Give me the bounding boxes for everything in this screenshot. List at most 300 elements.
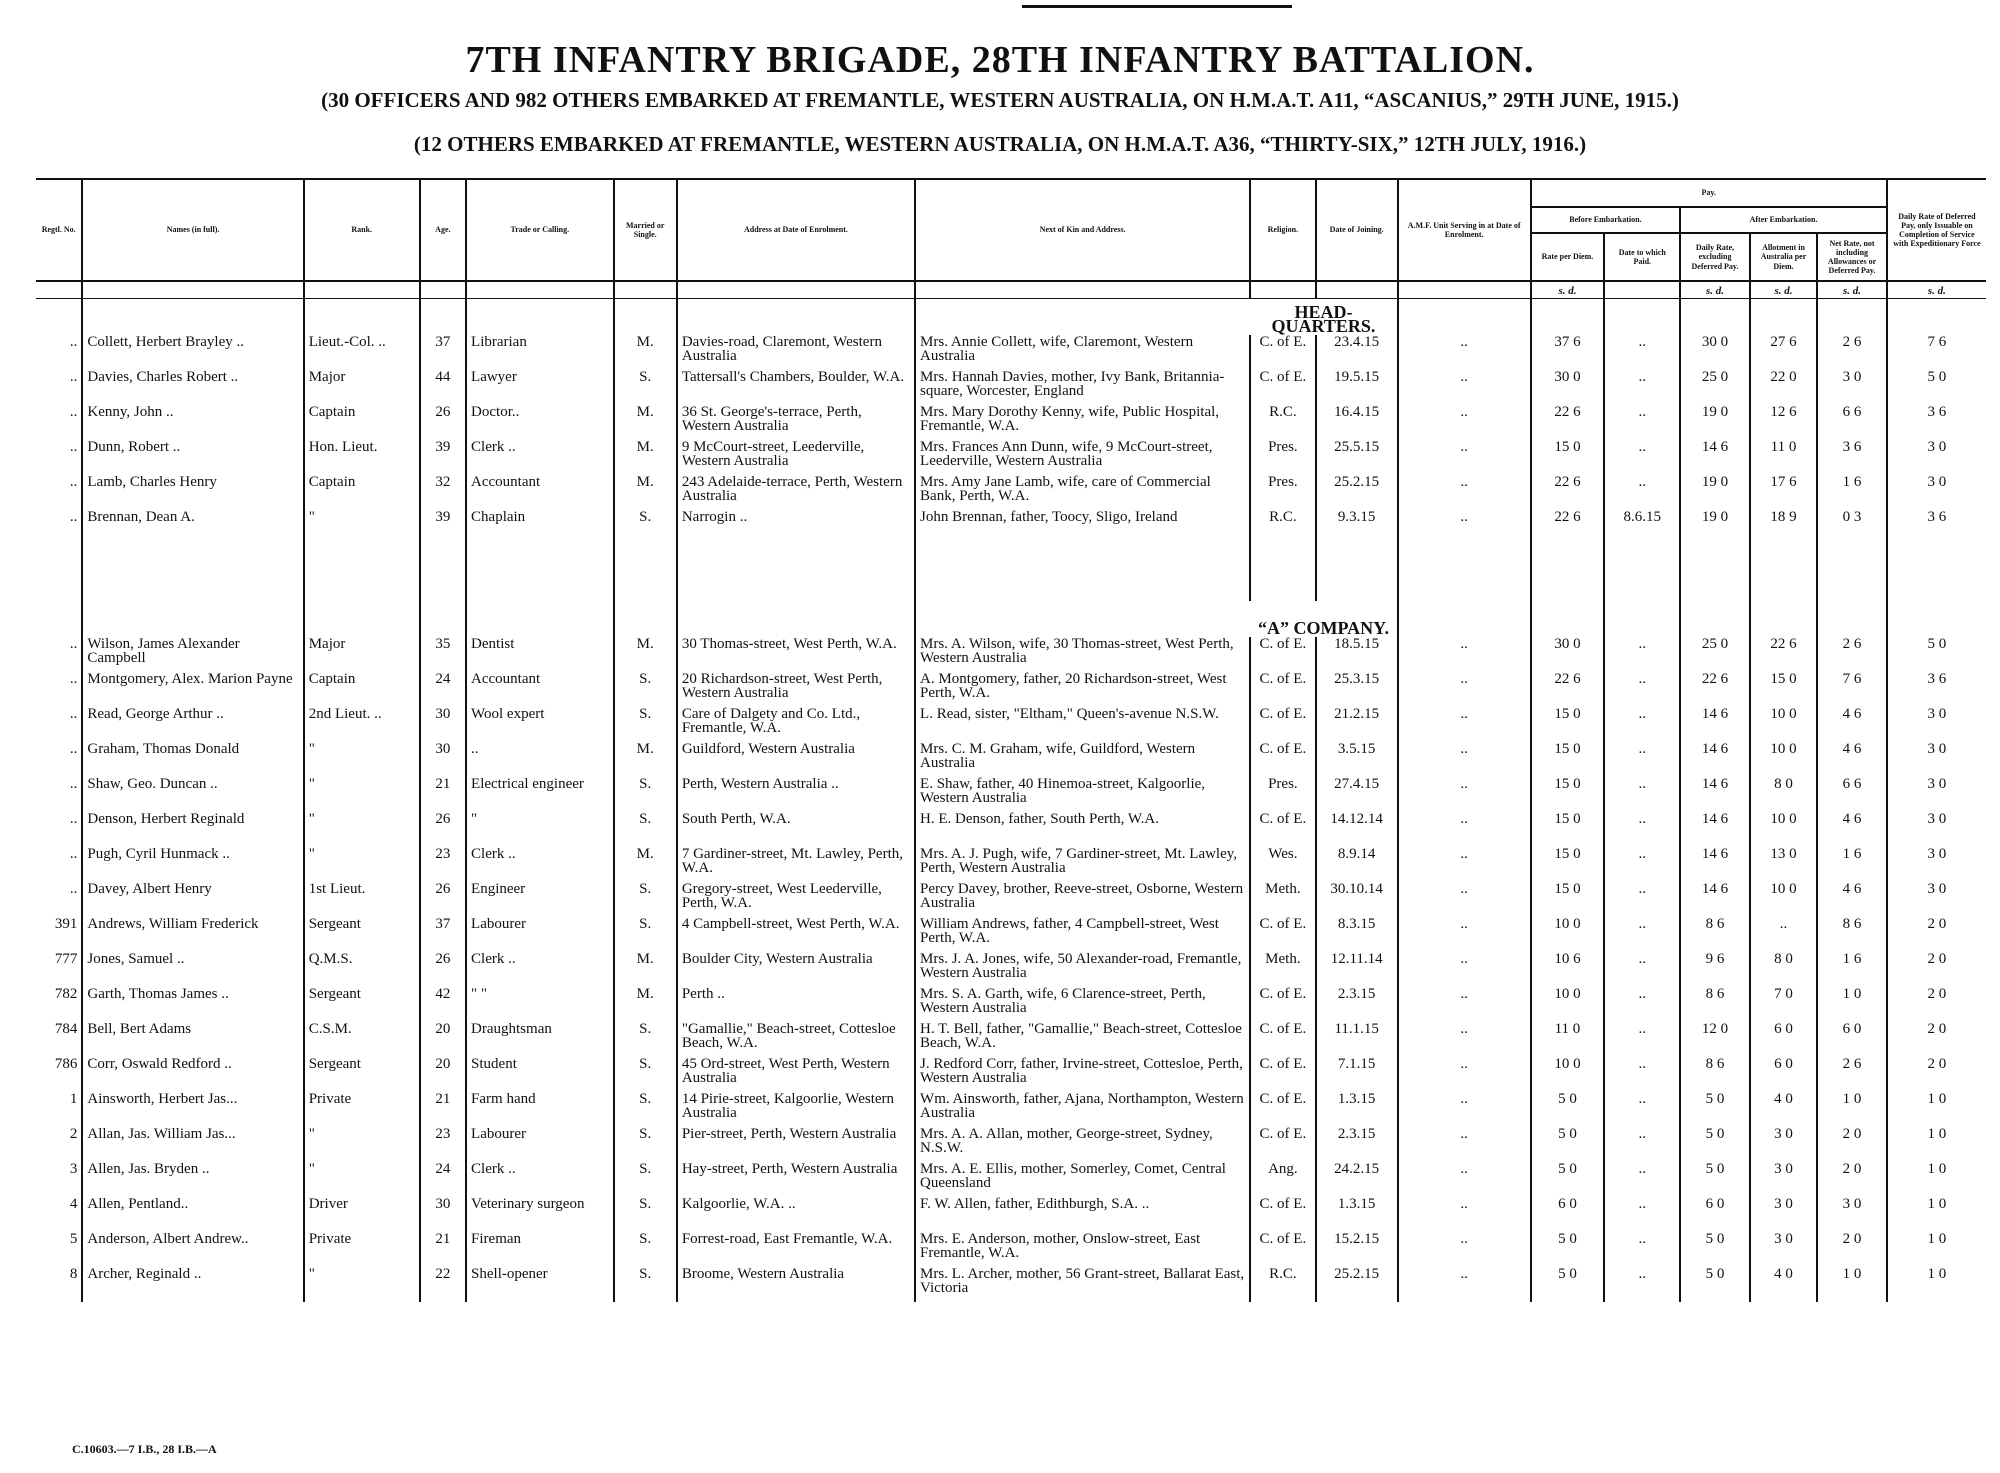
a-company-row — [36, 1092, 1986, 1127]
cell-paid: 8.6.15 — [1604, 510, 1680, 545]
cell-date: 2.3.15 — [1316, 1127, 1398, 1162]
cell-allot: 17 6 — [1750, 475, 1817, 510]
cell-trade: Shell-opener — [466, 1267, 614, 1302]
cell-def: 5 0 — [1887, 370, 1986, 405]
cell-amf: .. — [1398, 987, 1531, 1022]
cell-age: 24 — [420, 672, 466, 707]
cell-age: 37 — [420, 917, 466, 952]
cell-rate: 15 0 — [1531, 777, 1605, 812]
a-company-row — [36, 637, 1986, 672]
cell-trade: Clerk .. — [466, 1162, 614, 1197]
cell-def: 3 6 — [1887, 510, 1986, 545]
cell-trade: " — [466, 812, 614, 847]
cell-addr: Tattersall's Chambers, Boulder, W.A. — [677, 370, 915, 405]
cell-paid: .. — [1604, 812, 1680, 847]
cell-date: 1.3.15 — [1316, 1092, 1398, 1127]
cell-daily: 9 6 — [1680, 952, 1750, 987]
cell-daily: 25 0 — [1680, 370, 1750, 405]
col-age: Age. — [420, 179, 466, 281]
cell-daily: 14 6 — [1680, 742, 1750, 777]
a-company-row — [36, 1127, 1986, 1162]
cell-rel: C. of E. — [1250, 370, 1315, 405]
cell-rate: 15 0 — [1531, 707, 1605, 742]
cell-name: Andrews, William Frederick — [82, 917, 303, 952]
cell-addr: Hay-street, Perth, Western Australia — [677, 1162, 915, 1197]
cell-paid: .. — [1604, 1232, 1680, 1267]
cell-rate: 10 0 — [1531, 917, 1605, 952]
cell-amf: .. — [1398, 777, 1531, 812]
cell-rank: " — [304, 777, 420, 812]
cell-age: 26 — [420, 882, 466, 917]
cell-trade: Draughtsman — [466, 1022, 614, 1057]
cell-allot: 27 6 — [1750, 335, 1817, 370]
cell-trade: Fireman — [466, 1232, 614, 1267]
cell-age: 32 — [420, 475, 466, 510]
a-company-row — [36, 987, 1986, 1022]
cell-allot: 22 0 — [1750, 370, 1817, 405]
cell-def: 5 0 — [1887, 637, 1986, 672]
cell-trade: Labourer — [466, 1127, 614, 1162]
cell-date: 27.4.15 — [1316, 777, 1398, 812]
cell-addr: Narrogin .. — [677, 510, 915, 545]
cell-paid: .. — [1604, 707, 1680, 742]
cell-rel: C. of E. — [1250, 707, 1315, 742]
cell-addr: South Perth, W.A. — [677, 812, 915, 847]
cell-amf: .. — [1398, 1162, 1531, 1197]
cell-nok: Mrs. Mary Dorothy Kenny, wife, Public Hospital, Fremantle, W.A. — [915, 405, 1250, 440]
cell-paid: .. — [1604, 1127, 1680, 1162]
roll-body — [36, 281, 1986, 1302]
cell-trade: Clerk .. — [466, 847, 614, 882]
cell-rank: Captain — [304, 672, 420, 707]
cell-no: 784 — [54, 1022, 78, 1037]
hq-row — [36, 475, 1986, 510]
cell-def: 3 6 — [1887, 672, 1986, 707]
cell-paid: .. — [1604, 1022, 1680, 1057]
a-company-row — [36, 952, 1986, 987]
cell-name: Brennan, Dean A. — [82, 510, 303, 545]
cell-rel: Meth. — [1250, 952, 1315, 987]
cell-net: 2 6 — [1817, 335, 1887, 370]
cell-name: Garth, Thomas James .. — [82, 987, 303, 1022]
cell-net: 6 6 — [1817, 405, 1887, 440]
cell-age: 35 — [420, 637, 466, 672]
cell-allot: 15 0 — [1750, 672, 1817, 707]
cell-rank: Sergeant — [304, 917, 420, 952]
cell-trade: Librarian — [466, 335, 614, 370]
cell-net: 2 0 — [1817, 1162, 1887, 1197]
a-company-row — [36, 672, 1986, 707]
cell-rank: Private — [304, 1092, 420, 1127]
cell-net: 1 6 — [1817, 847, 1887, 882]
cell-ms: S. — [614, 1092, 677, 1127]
cell-rel: Pres. — [1250, 475, 1315, 510]
cell-rank: Lieut.-Col. .. — [304, 335, 420, 370]
cell-def: 7 6 — [1887, 335, 1986, 370]
cell-trade: Clerk .. — [466, 440, 614, 475]
cell-rate: 22 6 — [1531, 475, 1605, 510]
cell-allot: 4 0 — [1750, 1267, 1817, 1302]
cell-rate: 30 0 — [1531, 637, 1605, 672]
cell-nok: F. W. Allen, father, Edithburgh, S.A. .. — [915, 1197, 1250, 1232]
cell-paid: .. — [1604, 742, 1680, 777]
cell-rank: Hon. Lieut. — [304, 440, 420, 475]
cell-no: .. — [69, 672, 78, 687]
cell-rate: 22 6 — [1531, 405, 1605, 440]
cell-date: 19.5.15 — [1316, 370, 1398, 405]
cell-amf: .. — [1398, 440, 1531, 475]
cell-allot: 3 0 — [1750, 1127, 1817, 1162]
cell-date: 24.2.15 — [1316, 1162, 1398, 1197]
cell-def: 3 0 — [1887, 440, 1986, 475]
cell-net: 0 3 — [1817, 510, 1887, 545]
cell-name: Dunn, Robert .. — [82, 440, 303, 475]
cell-net: 2 0 — [1817, 1232, 1887, 1267]
col-religion: Religion. — [1250, 179, 1315, 281]
cell-net: 4 6 — [1817, 812, 1887, 847]
cell-rate: 22 6 — [1531, 510, 1605, 545]
cell-allot: 3 0 — [1750, 1232, 1817, 1267]
cell-name: Ainsworth, Herbert Jas... — [82, 1092, 303, 1127]
col-amf-unit: A.M.F. Unit Serving in at Date of Enrolment. — [1398, 179, 1531, 281]
cell-ms: S. — [614, 1022, 677, 1057]
hq-row — [36, 510, 1986, 545]
cell-ms: S. — [614, 370, 677, 405]
cell-paid: .. — [1604, 672, 1680, 707]
cell-paid: .. — [1604, 1267, 1680, 1302]
cell-paid: .. — [1604, 370, 1680, 405]
cell-allot: 10 0 — [1750, 707, 1817, 742]
cell-name: Allen, Jas. Bryden .. — [82, 1162, 303, 1197]
cell-net: 1 6 — [1817, 952, 1887, 987]
cell-rank: Captain — [304, 405, 420, 440]
cell-rel: C. of E. — [1250, 917, 1315, 952]
cell-name: Bell, Bert Adams — [82, 1022, 303, 1057]
cell-age: 21 — [420, 1232, 466, 1267]
cell-date: 16.4.15 — [1316, 405, 1398, 440]
cell-paid: .. — [1604, 917, 1680, 952]
cell-net: 1 0 — [1817, 987, 1887, 1022]
cell-no: .. — [69, 440, 78, 455]
cell-rate: 22 6 — [1531, 672, 1605, 707]
cell-def: 1 0 — [1887, 1267, 1986, 1302]
hq-row — [36, 440, 1986, 475]
cell-net: 3 0 — [1817, 1197, 1887, 1232]
cell-rate: 10 0 — [1531, 1057, 1605, 1092]
cell-paid: .. — [1604, 1162, 1680, 1197]
cell-nok: Percy Davey, brother, Reeve-street, Osborne, Western Australia — [915, 882, 1250, 917]
cell-addr: Kalgoorlie, W.A. .. — [677, 1197, 915, 1232]
cell-rel: C. of E. — [1250, 1092, 1315, 1127]
cell-age: 39 — [420, 440, 466, 475]
cell-name: Anderson, Albert Andrew.. — [82, 1232, 303, 1267]
cell-rel: C. of E. — [1250, 1127, 1315, 1162]
cell-amf: .. — [1398, 812, 1531, 847]
cell-allot: 4 0 — [1750, 1092, 1817, 1127]
hq-row — [36, 335, 1986, 370]
cell-addr: 20 Richardson-street, West Perth, Western Australia — [677, 672, 915, 707]
cell-ms: S. — [614, 1232, 677, 1267]
cell-def: 3 0 — [1887, 777, 1986, 812]
cell-rank: Sergeant — [304, 987, 420, 1022]
a-company-row — [36, 917, 1986, 952]
embarkation-line-2: (12 OTHERS EMBARKED AT FREMANTLE, WESTERN AUSTRALIA, ON H.M.A.T. A36, “THIRTY-SIX,” 12TH JULY, 1916.) — [413, 132, 1587, 156]
cell-date: 15.2.15 — [1316, 1232, 1398, 1267]
cell-no: 782 — [54, 987, 78, 1002]
cell-rate: 30 0 — [1531, 370, 1605, 405]
cell-name: Kenny, John .. — [82, 405, 303, 440]
cell-amf: .. — [1398, 707, 1531, 742]
a-company-row — [36, 707, 1986, 742]
cell-def: 1 0 — [1887, 1127, 1986, 1162]
cell-date: 8.9.14 — [1316, 847, 1398, 882]
cell-def: 3 0 — [1887, 847, 1986, 882]
a-company-row — [36, 1197, 1986, 1232]
cell-nok: John Brennan, father, Toocy, Sligo, Ireland — [915, 510, 1250, 545]
cell-date: 2.3.15 — [1316, 987, 1398, 1022]
cell-net: 3 0 — [1817, 370, 1887, 405]
cell-rate: 15 0 — [1531, 882, 1605, 917]
cell-no: .. — [69, 777, 78, 792]
section-headquarters-label: HEAD-QUARTERS. — [1271, 302, 1376, 335]
cell-no: 5 — [69, 1232, 78, 1247]
cell-net: 6 0 — [1817, 1022, 1887, 1057]
cell-nok: Mrs. Frances Ann Dunn, wife, 9 McCourt-street, Leederville, Western Australia — [915, 440, 1250, 475]
cell-daily: 8 6 — [1680, 917, 1750, 952]
cell-date: 21.2.15 — [1316, 707, 1398, 742]
cell-amf: .. — [1398, 475, 1531, 510]
col-before-embarkation: Before Embarkation. — [1531, 207, 1681, 233]
cell-rel: C. of E. — [1250, 637, 1315, 672]
cell-rel: C. of E. — [1250, 1197, 1315, 1232]
cell-date: 25.5.15 — [1316, 440, 1398, 475]
cell-def: 3 0 — [1887, 812, 1986, 847]
cell-daily: 19 0 — [1680, 510, 1750, 545]
cell-addr: Davies-road, Claremont, Western Australia — [677, 335, 915, 370]
print-reference: C.10603.—7 I.B., 28 I.B.—A — [72, 1442, 217, 1456]
cell-paid: .. — [1604, 475, 1680, 510]
cell-age: 21 — [420, 1092, 466, 1127]
cell-daily: 25 0 — [1680, 637, 1750, 672]
cell-amf: .. — [1398, 405, 1531, 440]
cell-rank: 2nd Lieut. .. — [304, 707, 420, 742]
a-company-row — [36, 1162, 1986, 1197]
cell-def: 1 0 — [1887, 1162, 1986, 1197]
cell-rate: 5 0 — [1531, 1232, 1605, 1267]
cell-net: 2 6 — [1817, 1057, 1887, 1092]
cell-daily: 14 6 — [1680, 707, 1750, 742]
cell-ms: S. — [614, 917, 677, 952]
cell-def: 2 0 — [1887, 917, 1986, 952]
nominal-roll-table — [36, 178, 1986, 1302]
cell-no: 2 — [69, 1127, 78, 1142]
cell-net: 1 0 — [1817, 1092, 1887, 1127]
cell-addr: Boulder City, Western Australia — [677, 952, 915, 987]
a-company-row — [36, 1232, 1986, 1267]
cell-nok: J. Redford Corr, father, Irvine-street, Cottesloe, Perth, Western Australia — [915, 1057, 1250, 1092]
cell-name: Allen, Pentland.. — [82, 1197, 303, 1232]
cell-trade: Wool expert — [466, 707, 614, 742]
cell-allot: 11 0 — [1750, 440, 1817, 475]
cell-allot: 6 0 — [1750, 1022, 1817, 1057]
cell-rank: Captain — [304, 475, 420, 510]
cell-no: .. — [69, 637, 78, 652]
cell-net: 1 6 — [1817, 475, 1887, 510]
cell-date: 11.1.15 — [1316, 1022, 1398, 1057]
cell-rel: Ang. — [1250, 1162, 1315, 1197]
cell-rate: 15 0 — [1531, 812, 1605, 847]
cell-addr: 36 St. George's-terrace, Perth, Western Australia — [677, 405, 915, 440]
cell-addr: Broome, Western Australia — [677, 1267, 915, 1302]
col-name: Names (in full). — [82, 179, 303, 281]
cell-ms: S. — [614, 1197, 677, 1232]
cell-net: 1 0 — [1817, 1267, 1887, 1302]
cell-amf: .. — [1398, 917, 1531, 952]
cell-ms: M. — [614, 742, 677, 777]
cell-def: 3 0 — [1887, 742, 1986, 777]
cell-age: 24 — [420, 1162, 466, 1197]
cell-daily: 22 6 — [1680, 672, 1750, 707]
cell-daily: 30 0 — [1680, 335, 1750, 370]
cell-rate: 10 6 — [1531, 952, 1605, 987]
cell-nok: Wm. Ainsworth, father, Ajana, Northampton, Western Australia — [915, 1092, 1250, 1127]
page-title: 7TH INFANTRY BRIGADE, 28TH INFANTRY BATTALION. — [465, 39, 1535, 81]
cell-age: 20 — [420, 1022, 466, 1057]
embarkation-line-1: (30 OFFICERS AND 982 OTHERS EMBARKED AT FREMANTLE, WESTERN AUSTRALIA, ON H.M.A.T. A11, “ASCANIUS,” 29TH JUNE, 1915.) — [321, 88, 1679, 112]
cell-allot: 10 0 — [1750, 812, 1817, 847]
cell-net: 2 6 — [1817, 637, 1887, 672]
cell-trade: Lawyer — [466, 370, 614, 405]
cell-date: 14.12.14 — [1316, 812, 1398, 847]
col-trade: Trade or Calling. — [466, 179, 614, 281]
cell-nok: L. Read, sister, "Eltham," Queen's-avenue N.S.W. — [915, 707, 1250, 742]
cell-no: .. — [69, 335, 78, 350]
a-company-row — [36, 1267, 1986, 1302]
section-a-company — [36, 601, 1986, 637]
cell-addr: 7 Gardiner-street, Mt. Lawley, Perth, W.A. — [677, 847, 915, 882]
cell-paid: .. — [1604, 637, 1680, 672]
cell-nok: Mrs. Annie Collett, wife, Claremont, Western Australia — [915, 335, 1250, 370]
cell-net: 4 6 — [1817, 882, 1887, 917]
cell-no: 391 — [54, 917, 78, 932]
cell-ms: M. — [614, 847, 677, 882]
cell-name: Read, George Arthur .. — [82, 707, 303, 742]
cell-amf: .. — [1398, 1022, 1531, 1057]
cell-trade: Farm hand — [466, 1092, 614, 1127]
cell-daily: 19 0 — [1680, 475, 1750, 510]
cell-name: Graham, Thomas Donald — [82, 742, 303, 777]
cell-def: 3 0 — [1887, 475, 1986, 510]
cell-nok: Mrs. A. A. Allan, mother, George-street, Sydney, N.S.W. — [915, 1127, 1250, 1162]
cell-rel: R.C. — [1250, 1267, 1315, 1302]
cell-allot: 10 0 — [1750, 742, 1817, 777]
cell-date: 3.5.15 — [1316, 742, 1398, 777]
cell-no: .. — [69, 405, 78, 420]
cell-name: Archer, Reginald .. — [82, 1267, 303, 1302]
cell-nok: Mrs. Amy Jane Lamb, wife, care of Commercial Bank, Perth, W.A. — [915, 475, 1250, 510]
cell-rel: C. of E. — [1250, 742, 1315, 777]
cell-name: Montgomery, Alex. Marion Payne — [82, 672, 303, 707]
section-spacer — [36, 545, 1986, 601]
cell-amf: .. — [1398, 1127, 1531, 1162]
cell-daily: 5 0 — [1680, 1162, 1750, 1197]
cell-ms: S. — [614, 707, 677, 742]
cell-allot: .. — [1750, 917, 1817, 952]
cell-age: 26 — [420, 812, 466, 847]
cell-name: Davies, Charles Robert .. — [82, 370, 303, 405]
cell-net: 4 6 — [1817, 742, 1887, 777]
col-pay: Pay. — [1531, 179, 1887, 207]
cell-allot: 22 6 — [1750, 637, 1817, 672]
cell-net: 7 6 — [1817, 672, 1887, 707]
cell-name: Allan, Jas. William Jas... — [82, 1127, 303, 1162]
cell-nok: Mrs. S. A. Garth, wife, 6 Clarence-street, Perth, Western Australia — [915, 987, 1250, 1022]
cell-allot: 18 9 — [1750, 510, 1817, 545]
cell-rate: 37 6 — [1531, 335, 1605, 370]
cell-age: 42 — [420, 987, 466, 1022]
cell-age: 37 — [420, 335, 466, 370]
col-address: Address at Date of Enrolment. — [677, 179, 915, 281]
cell-nok: Mrs. A. Wilson, wife, 30 Thomas-street, West Perth, Western Australia — [915, 637, 1250, 672]
cell-amf: .. — [1398, 952, 1531, 987]
cell-age: 20 — [420, 1057, 466, 1092]
cell-name: Pugh, Cyril Hunmack .. — [82, 847, 303, 882]
cell-name: Jones, Samuel .. — [82, 952, 303, 987]
cell-age: 30 — [420, 742, 466, 777]
cell-date: 30.10.14 — [1316, 882, 1398, 917]
cell-trade: .. — [466, 742, 614, 777]
a-company-row — [36, 742, 1986, 777]
cell-trade: Accountant — [466, 475, 614, 510]
cell-age: 23 — [420, 847, 466, 882]
cell-trade: Dentist — [466, 637, 614, 672]
cell-addr: 30 Thomas-street, West Perth, W.A. — [677, 637, 915, 672]
col-daily-rate: Daily Rate, excluding Deferred Pay. — [1680, 233, 1750, 281]
cell-rank: 1st Lieut. — [304, 882, 420, 917]
cell-rate: 15 0 — [1531, 742, 1605, 777]
section-a-company-label: “A” COMPANY. — [1257, 618, 1389, 637]
cell-daily: 5 0 — [1680, 1127, 1750, 1162]
cell-rank: C.S.M. — [304, 1022, 420, 1057]
cell-age: 30 — [420, 1197, 466, 1232]
cell-daily: 5 0 — [1680, 1092, 1750, 1127]
cell-paid: .. — [1604, 1057, 1680, 1092]
cell-addr: Perth, Western Australia .. — [677, 777, 915, 812]
cell-def: 2 0 — [1887, 987, 1986, 1022]
cell-date: 12.11.14 — [1316, 952, 1398, 987]
cell-nok: Mrs. J. A. Jones, wife, 50 Alexander-road, Fremantle, Western Australia — [915, 952, 1250, 987]
cell-ms: M. — [614, 952, 677, 987]
cell-rank: Q.M.S. — [304, 952, 420, 987]
cell-rel: Meth. — [1250, 882, 1315, 917]
cell-daily: 14 6 — [1680, 812, 1750, 847]
cell-amf: .. — [1398, 847, 1531, 882]
cell-rank: " — [304, 742, 420, 777]
cell-nok: William Andrews, father, 4 Campbell-street, West Perth, W.A. — [915, 917, 1250, 952]
cell-addr: Pier-street, Perth, Western Australia — [677, 1127, 915, 1162]
cell-age: 23 — [420, 1127, 466, 1162]
cell-age: 44 — [420, 370, 466, 405]
cell-date: 25.2.15 — [1316, 475, 1398, 510]
cell-ms: S. — [614, 777, 677, 812]
cell-ms: S. — [614, 1267, 677, 1302]
cell-daily: 14 6 — [1680, 847, 1750, 882]
cell-date: 25.3.15 — [1316, 672, 1398, 707]
cell-amf: .. — [1398, 1057, 1531, 1092]
cell-nok: A. Montgomery, father, 20 Richardson-street, West Perth, W.A. — [915, 672, 1250, 707]
cell-ms: M. — [614, 987, 677, 1022]
col-regtl-no: Regtl. No. — [36, 179, 82, 281]
